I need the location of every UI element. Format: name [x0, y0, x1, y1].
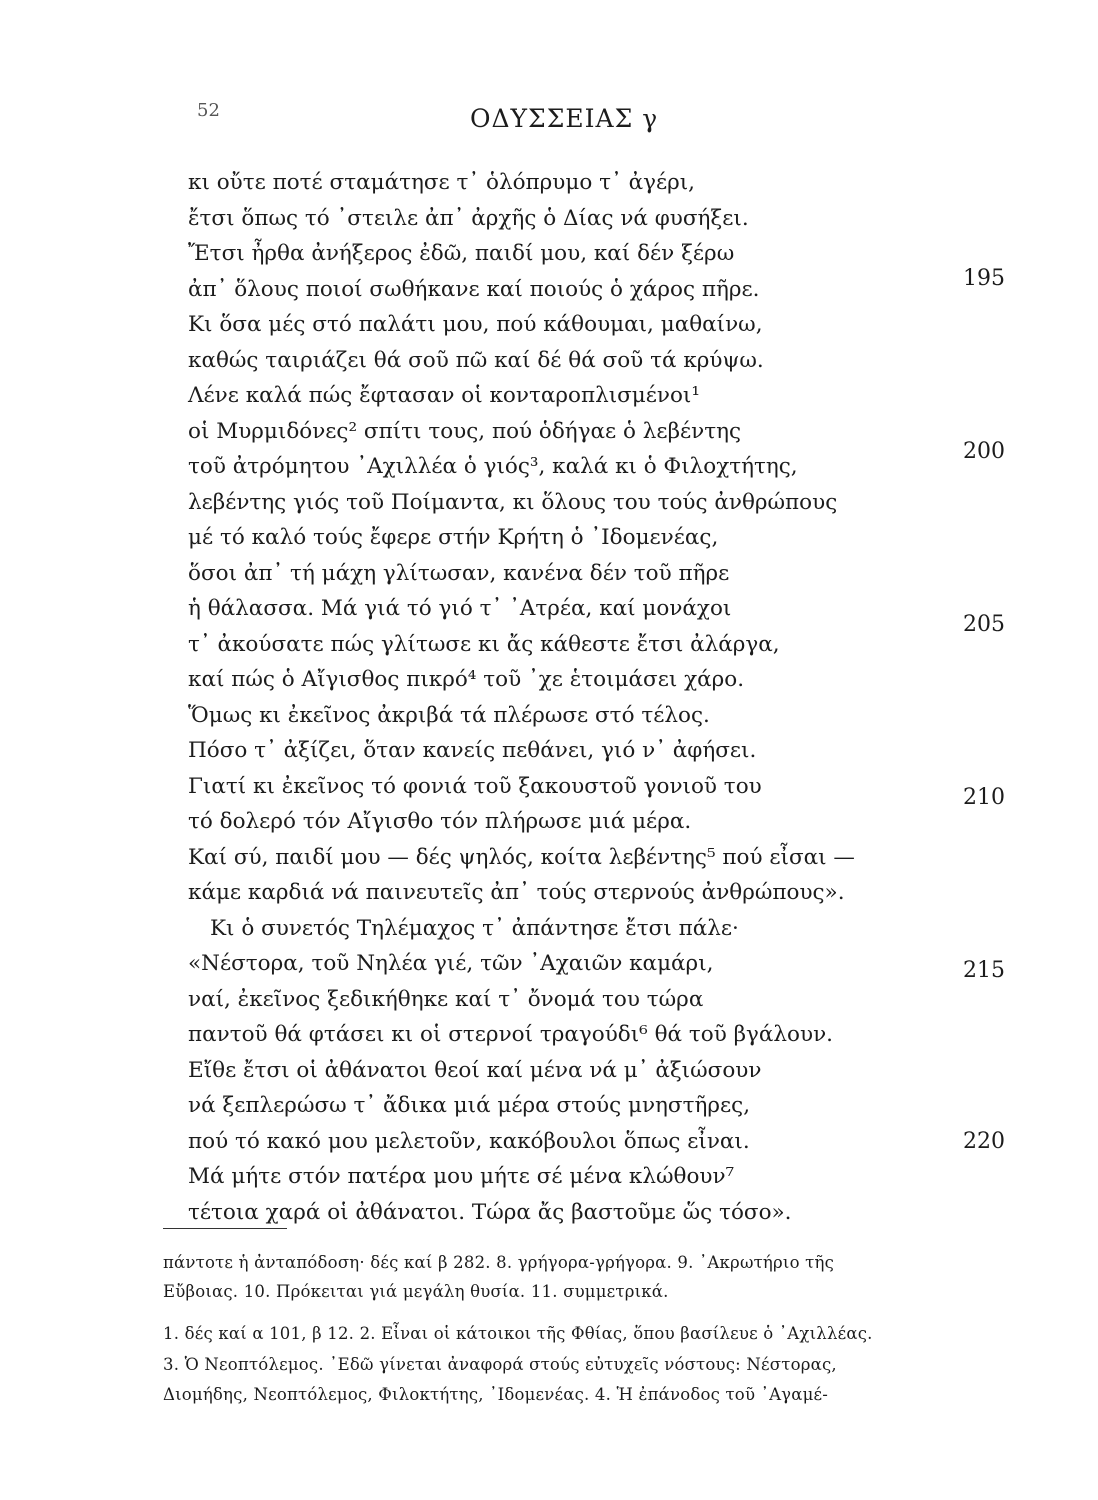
- verse-line: τέτοια χαρά οἱ ἀθάνατοι. Τώρα ἄς βαστοῦμε ὥς τόσο».: [188, 1200, 792, 1225]
- verse-line: κάμε καρδιά νά παινευτεῖς ἀπ᾽ τούς στερνούς ἀνθρώπους».: [188, 880, 845, 905]
- verse-line: τό δολερό τόν Αἴγισθο τόν πλήρωσε μιά μέρα.: [188, 809, 692, 834]
- verse-line: οἱ Μυρμιδόνες² σπίτι τους, πού ὁδήγαε ὁ λεβέντης: [188, 419, 742, 444]
- verse-line: Γιατί κι ἐκεῖνος τό φονιά τοῦ ξακουστοῦ γονιοῦ του: [188, 774, 762, 799]
- verse-line: Κι ὁ συνετός Τηλέμαχος τ᾽ ἀπάντησε ἔτσι πάλε·: [210, 916, 739, 941]
- verse-line: ἀπ᾽ ὅλους ποιοί σωθήκανε καί ποιούς ὁ χάρος πῆρε.: [188, 277, 760, 302]
- verse-line: Καί σύ, παιδί μου — δές ψηλός, κοίτα λεβέντης⁵ πού εἶσαι —: [188, 845, 855, 870]
- verse-line: λεβέντης γιός τοῦ Ποίμαντα, κι ὅλους του τούς ἀνθρώπους: [188, 490, 838, 515]
- verse-line: Κι ὅσα μές στό παλάτι μου, πού κάθουμαι, μαθαίνω,: [188, 312, 763, 337]
- footnote-line: 3. Ὁ Νεοπτόλεμος. ᾽Εδῶ γίνεται ἀναφορά στούς εὐτυχεῖς νόστους: Νέστορας,: [163, 1355, 837, 1374]
- running-title: ΟΔΥΣΣΕΙΑΣ γ: [470, 104, 659, 133]
- verse-line: Πόσο τ᾽ ἀξίζει, ὅταν κανείς πεθάνει, γιό ν᾽ ἀφήσει.: [188, 738, 757, 763]
- line-number: 210: [963, 785, 1005, 810]
- verse-line: ὅσοι ἀπ᾽ τή μάχη γλίτωσαν, κανένα δέν τοῦ πῆρε: [188, 561, 730, 586]
- verse-line: νά ξεπλερώσω τ᾽ ἄδικα μιά μέρα στούς μνηστῆρες,: [188, 1093, 751, 1118]
- verse-line: πού τό κακό μου μελετοῦν, κακόβουλοι ὅπως εἶναι.: [188, 1129, 750, 1154]
- verse-line: τοῦ ἀτρόμητου ᾽Αχιλλέα ὁ γιός³, καλά κι ὁ Φιλοχτήτης,: [188, 454, 798, 479]
- verse-line: Εἴθε ἔτσι οἱ ἀθάνατοι θεοί καί μένα νά μ᾽ ἀξιώσουν: [188, 1058, 762, 1083]
- verse-line: Μά μήτε στόν πατέρα μου μήτε σέ μένα κλώθουν⁷: [188, 1164, 735, 1189]
- verse-line: ἔτσι ὅπως τό ᾽στειλε ἀπ᾽ ἀρχῆς ὁ Δίας νά φυσήξει.: [188, 206, 749, 231]
- line-number: 215: [963, 958, 1005, 983]
- footnote-line: Εὔβοιας. 10. Πρόκειται γιά μεγάλη θυσία. 11. συμμετρικά.: [163, 1282, 669, 1301]
- footnote-rule: [163, 1228, 287, 1229]
- verse-line: παντοῦ θά φτάσει κι οἱ στερνοί τραγούδι⁶ θά τοῦ βγάλουν.: [188, 1022, 833, 1047]
- verse-line: «Νέστορα, τοῦ Νηλέα γιέ, τῶν ᾽Αχαιῶν καμάρι,: [188, 951, 714, 976]
- verse-line: καθώς ταιριάζει θά σοῦ πῶ καί δέ θά σοῦ τά κρύψω.: [188, 348, 764, 373]
- page-number: 52: [197, 100, 220, 121]
- verse-line: μέ τό καλό τούς ἔφερε στήν Κρήτη ὁ ᾽Ιδομενέας,: [188, 525, 719, 550]
- footnote-line: 1. δές καί α 101, β 12. 2. Εἶναι οἱ κάτοικοι τῆς Φθίας, ὅπου βασίλευε ὁ ᾽Αχιλλέας.: [163, 1324, 873, 1343]
- verse-line: τ᾽ ἀκούσατε πώς γλίτωσε κι ἄς κάθεστε ἔτσι ἀλάργα,: [188, 632, 780, 657]
- verse-line: Λένε καλά πώς ἔφτασαν οἱ κονταροπλισμένοι¹: [188, 383, 700, 408]
- verse-line: Ἔτσι ἦρθα ἀνήξερος ἐδῶ, παιδί μου, καί δέν ξέρω: [188, 241, 735, 266]
- line-number: 220: [963, 1129, 1005, 1154]
- footnote-line: Διομήδης, Νεοπτόλεμος, Φιλοκτήτης, ᾽Ιδομενέας. 4. Ἡ ἐπάνοδος τοῦ ᾽Αγαμέ-: [163, 1385, 829, 1404]
- verse-line: Ὅμως κι ἐκεῖνος ἀκριβά τά πλέρωσε στό τέλος.: [188, 703, 710, 728]
- line-number: 195: [963, 266, 1005, 291]
- verse-line: ἡ θάλασσα. Μά γιά τό γιό τ᾽ ᾽Ατρέα, καί μονάχοι: [188, 596, 732, 621]
- footnote-line: πάντοτε ἡ ἀνταπόδοση· δές καί β 282. 8. γρήγορα-γρήγορα. 9. ᾽Ακρωτήριο τῆς: [163, 1253, 835, 1272]
- line-number: 200: [963, 439, 1005, 464]
- verse-line: κι οὔτε ποτέ σταμάτησε τ᾽ ὁλόπρυμο τ᾽ ἀγέρι,: [188, 170, 696, 195]
- verse-line: ναί, ἐκεῖνος ξεδικήθηκε καί τ᾽ ὄνομά του τώρα: [188, 987, 704, 1012]
- verse-line: καί πώς ὁ Αἴγισθος πικρό⁴ τοῦ ᾽χε ἑτοιμάσει χάρο.: [188, 667, 745, 692]
- line-number: 205: [963, 612, 1005, 637]
